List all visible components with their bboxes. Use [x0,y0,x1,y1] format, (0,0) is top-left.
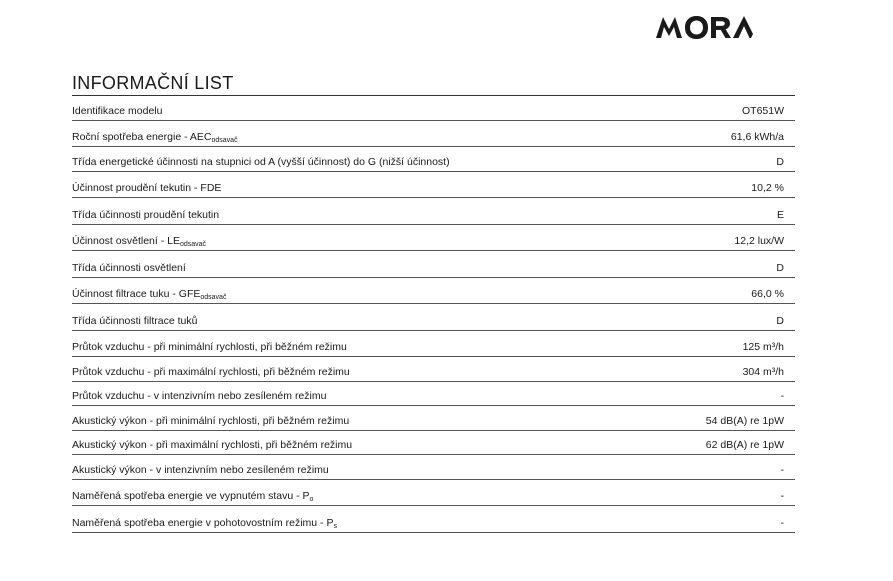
info-table [72,96,795,533]
row-value: 304 m³/h [742,365,784,378]
row-value: - [780,463,784,476]
row-label: Akustický výkon - při maximální rychlosti, při běžném režimu [72,439,353,451]
table-row [72,357,795,382]
row-value: 125 m³/h [742,341,784,353]
row-value: - [780,390,784,402]
row-value: - [780,490,784,502]
row-value: 62 dB(A) re 1pW [705,439,784,451]
row-label: Třída energetické účinnosti na stupnici od A (vyšší účinnost) do G (nižší účinnost) [72,155,450,168]
row-label: Naměřená spotřeba energie ve vypnutém stavu - $P_o$ [72,490,314,503]
row-value: 61,6 kWh/a [730,131,784,143]
row-label: Akustický výkon - v intenzivním nebo zesíleném režimu [72,463,329,476]
table-row [72,431,795,456]
mora-logo [655,14,767,40]
mora-logo-mark [655,14,767,40]
row-value: OT651W [741,104,784,117]
row-label: Třída účinnosti filtrace tuků [72,314,198,327]
table-row [72,251,795,278]
row-label: Identifikace modelu [72,104,163,117]
row-value: D [776,261,784,274]
table-row [72,331,795,358]
row-value: - [780,516,784,529]
table-row [72,278,795,305]
row-value: 12,2 lux/W [734,235,784,247]
row-value: 54 dB(A) re 1pW [705,414,784,427]
row-label: Průtok vzduchu - při maximální rychlosti, při běžném režimu [72,365,350,378]
table-row [72,506,795,533]
row-value: D [776,155,784,168]
row-label: Naměřená spotřeba energie v pohotovostním režimu - $P_s$ [72,516,337,530]
table-row [72,225,795,252]
row-label: Akustický výkon - při minimální rychlosti, při běžném režimu [72,414,350,427]
row-label: Průtok vzduchu - při minimální rychlosti, při běžném režimu [72,341,347,353]
table-row [72,96,795,121]
table-row [72,480,795,507]
row-label: Účinnost filtrace tuku - $GFE_{odsavač}$ [72,288,227,301]
row-label: Roční spotřeba energie - $AEC_{odsavač}$ [72,131,238,144]
table-row [72,147,795,172]
row-label: Třída účinnosti proudění tekutin [72,208,220,221]
table-row [72,172,795,199]
row-label: Účinnost osvětlení - $LE_{odsavač}$ [72,235,207,248]
row-value: 10,2 % [751,182,784,194]
row-label: Účinnost proudění tekutin - FDE [72,182,222,194]
table-row [72,304,795,331]
row-label: Průtok vzduchu - v intenzivním nebo zesíleném režimu [72,390,327,402]
row-value: 66,0 % [751,288,784,300]
sheet-title: INFORMAČNÍ LIST [72,73,234,93]
table-row [72,382,795,407]
table-row [72,406,795,431]
table-row [72,121,795,148]
table-row [72,198,795,225]
row-value: E [776,208,784,221]
table-row [72,455,795,480]
row-value: D [776,314,784,327]
row-label: Třída účinnosti osvětlení [72,261,186,274]
